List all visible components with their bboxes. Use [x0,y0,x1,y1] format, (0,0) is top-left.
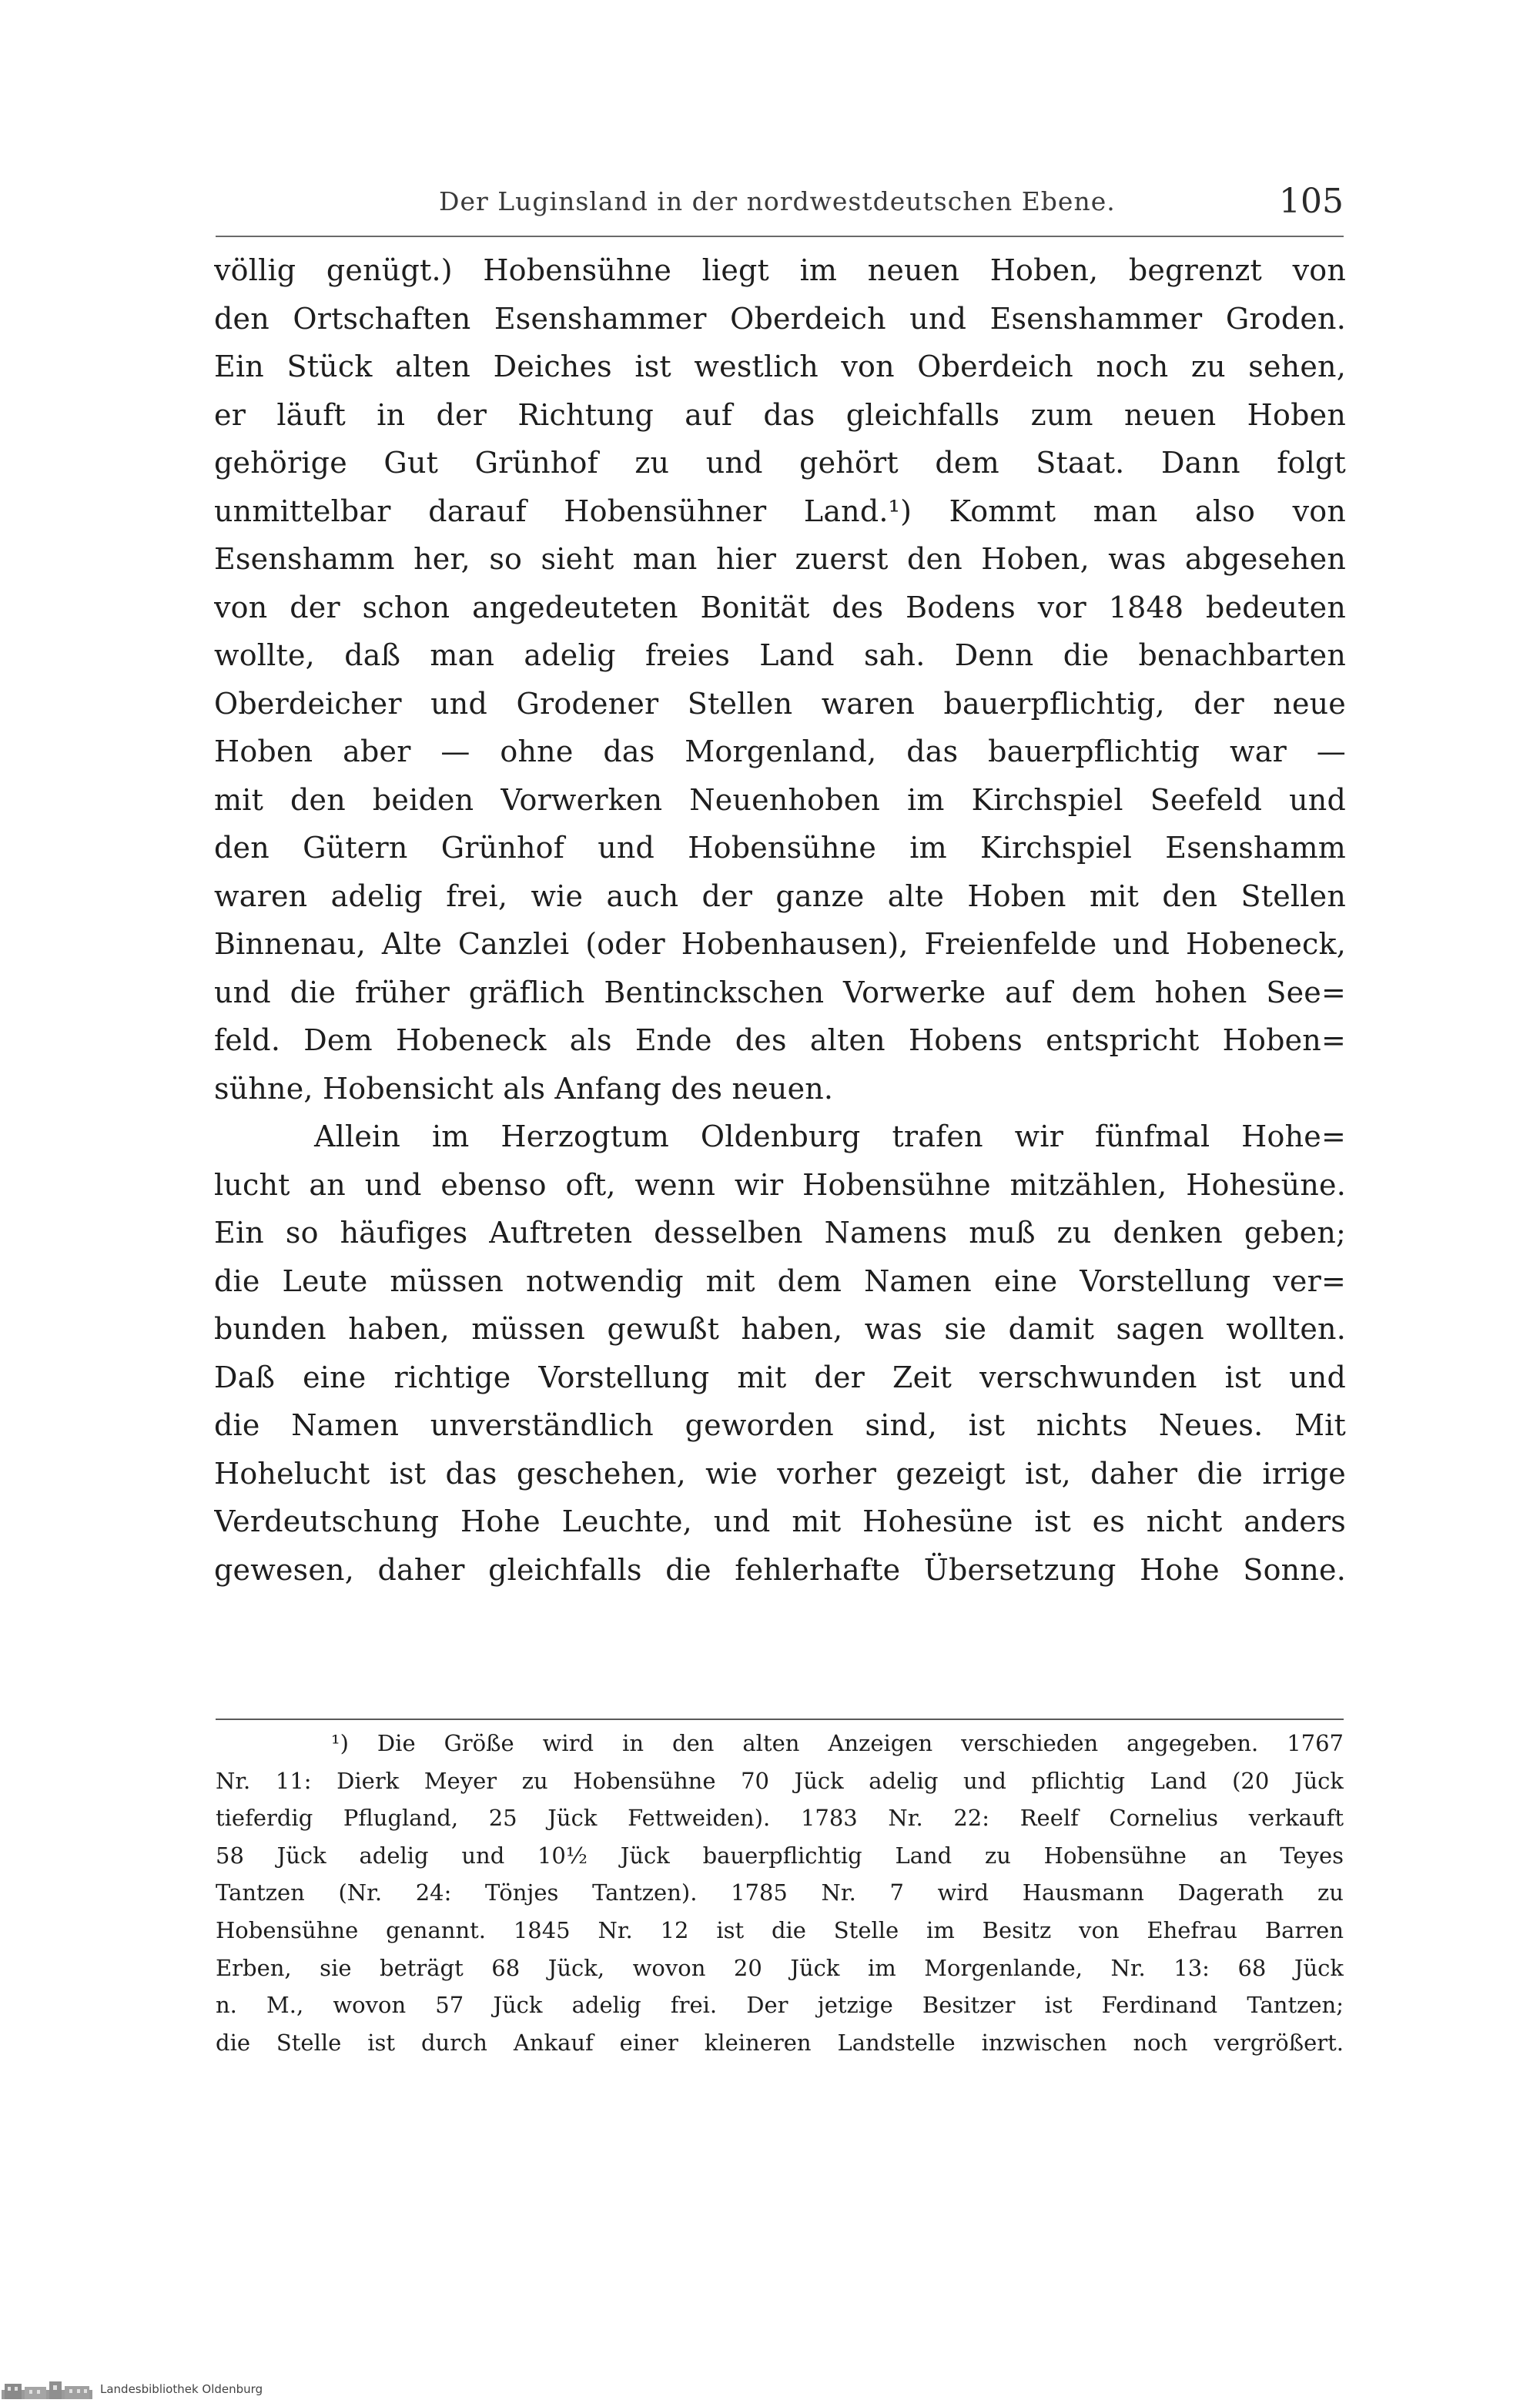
body-line: er läuft in der Richtung auf das gleichfalls zum neuen Hoben [214,397,1346,432]
body-line: lucht an und ebenso oft, wenn wir Hobensühne mitzählen, Hohesüne. [214,1167,1346,1202]
body-line: Ein so häufiges Auftreten desselben Namens muß zu denken geben; [214,1216,1346,1250]
body-line: Verdeutschung Hohe Leuchte, und mit Hohesüne ist es nicht anders [214,1504,1346,1538]
body-line: Esenshamm her, so sieht man hier zuerst den Hoben, was abgesehen [214,542,1346,576]
page-number: 105 [1279,182,1344,221]
body-line: Allein im Herzogtum Oldenburg trafen wir fünfmal Hohe= [314,1120,1346,1153]
body-line: Oberdeicher und Grodener Stellen waren bauerpflichtig, der neue [214,686,1346,721]
library-name: Landesbibliothek Oldenburg [100,2382,263,2396]
running-title: Der Luginsland in der nordwestdeutschen Ebene. [439,186,1116,216]
footnote-line: Nr. 11: Dierk Meyer zu Hobensühne 70 Jück adelig und pflichtig Land (20 Jück [216,1767,1344,1794]
footnote-line: 58 Jück adelig und 10½ Jück bauerpflichtig Land zu Hobensühne an Teyes [216,1842,1344,1869]
header-rule [216,236,1344,237]
body-line: Daß eine richtige Vorstellung mit der Zeit verschwunden ist und [214,1360,1346,1394]
body-line: von der schon angedeuteten Bonität des Bodens vor 1848 bedeuten [214,590,1346,624]
footnote-line: Erben, sie beträgt 68 Jück, wovon 20 Jück im Morgenlande, Nr. 13: 68 Jück [216,1954,1344,1981]
body-text [214,246,1346,1594]
footnote-line: n. M., wovon 57 Jück adelig frei. Der jetzige Besitzer ist Ferdinand Tantzen; [216,1992,1344,2019]
body-line: sühne, Hobensicht als Anfang des neuen. [214,1071,834,1106]
body-line: den Ortschaften Esenshammer Oberdeich und Esenshammer Groden. [214,301,1346,336]
body-line: die Leute müssen notwendig mit dem Namen eine Vorstellung ver= [214,1263,1346,1298]
library-building-icon [2,2379,92,2399]
body-line: bunden haben, müssen gewußt haben, was sie damit sagen wollten. [214,1312,1346,1346]
footnote-line: ¹) Die Größe wird in den alten Anzeigen verschieden angegeben. 1767 [331,1730,1344,1756]
body-line: völlig genügt.) Hobensühne liegt im neuen Hoben, begrenzt von [214,253,1346,287]
footnote-line: die Stelle ist durch Ankauf einer kleineren Landstelle inzwischen noch vergrößert. [216,2029,1344,2056]
body-line: Hoben aber — ohne das Morgenland, das bauerpflichtig war — [214,735,1346,768]
body-line: unmittelbar darauf Hobensühner Land.¹) Kommt man also von [214,494,1346,528]
library-footer [0,2375,323,2403]
body-line: Binnenau, Alte Canzlei (oder Hobenhausen), Freienfelde und Hobeneck, [214,927,1346,961]
footnotes [216,1725,1344,2061]
body-line: feld. Dem Hobeneck als Ende des alten Hobens entspricht Hoben= [214,1023,1346,1057]
body-line: und die früher gräflich Bentinckschen Vorwerke auf dem hohen See= [214,975,1346,1009]
body-line: gewesen, daher gleichfalls die fehlerhafte Übersetzung Hohe Sonne. [214,1552,1346,1587]
body-line: die Namen unverständlich geworden sind, ist nichts Neues. Mit [214,1408,1346,1442]
body-line: mit den beiden Vorwerken Neuenhoben im Kirchspiel Seefeld und [214,782,1346,817]
body-line: Ein Stück alten Deiches ist westlich von Oberdeich noch zu sehen, [214,350,1346,383]
footnote-line: tieferdig Pflugland, 25 Jück Fettweiden). 1783 Nr. 22: Reelf Cornelius verkauft [216,1805,1344,1832]
footnote-rule [216,1719,1344,1720]
body-line: waren adelig frei, wie auch der ganze alte Hoben mit den Stellen [214,879,1346,913]
footnote-line: Tantzen (Nr. 24: Tönjes Tantzen). 1785 Nr. 7 wird Hausmann Dagerath zu [216,1879,1344,1906]
body-line: wollte, daß man adelig freies Land sah. Denn die benachbarten [214,638,1346,672]
running-head [216,182,1344,236]
body-line: Hohelucht ist das geschehen, wie vorher gezeigt ist, daher die irrige [214,1456,1346,1491]
footnote-line: Hobensühne genannt. 1845 Nr. 12 ist die Stelle im Besitz von Ehefrau Barren [216,1916,1344,1943]
body-line: den Gütern Grünhof und Hobensühne im Kirchspiel Esenshamm [214,831,1346,865]
body-line: gehörige Gut Grünhof zu und gehört dem Staat. Dann folgt [214,446,1346,480]
